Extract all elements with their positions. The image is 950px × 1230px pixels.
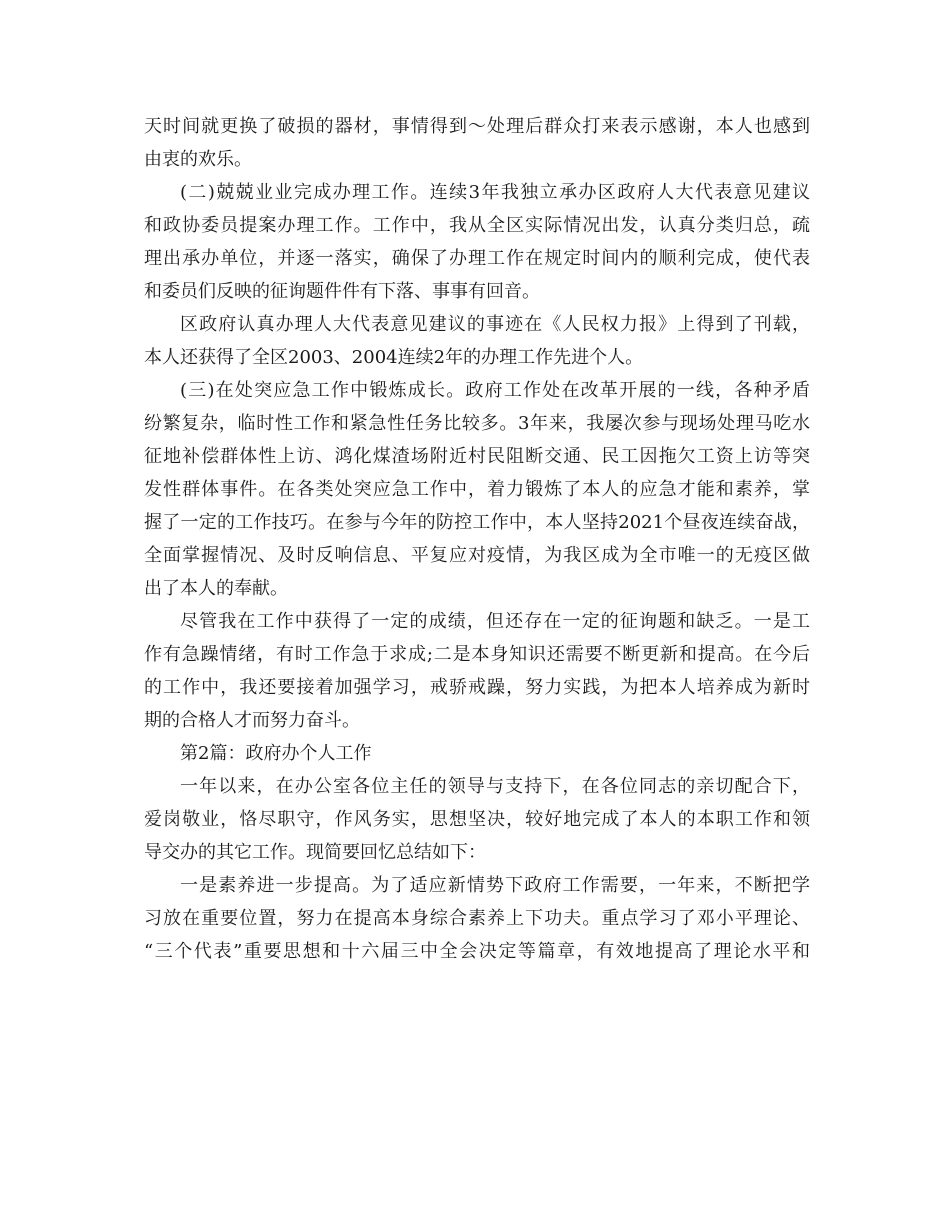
text-line: (三)在处突应急工作中锻炼成长。政府工作处在改革开展的一线，各种矛盾 <box>180 380 810 401</box>
text-line: 的工作中，我还要接着加强学习，戒骄戒躁，努力实践，为把本人培养成为新时 <box>144 677 810 698</box>
text-line: 一年以来，在办公室各位主任的领导与支持下，在各位同志的亲切配合下， <box>180 776 810 797</box>
text-line: 一是素养进一步提高。为了适应新情势下政府工作需要，一年来，不断把学 <box>180 875 810 896</box>
text-line: 习放在重要位置，努力在提高本身综合素养上下功夫。重点学习了邓小平理论、 <box>144 908 810 929</box>
text-line: 区政府认真办理人大代表意见建议的事迹在《人民权力报》上得到了刊载， <box>180 314 810 335</box>
text-line: “三个代表”重要思想和十六届三中全会决定等篇章，有效地提高了理论水平和 <box>144 941 810 962</box>
text-line: 握了一定的工作技巧。在参与今年的防控工作中，本人坚持2021个昼夜连续奋战， <box>144 512 810 533</box>
text-line: 第2篇：政府办个人工作 <box>180 743 372 764</box>
text-line: (二)兢兢业业完成办理工作。连续3年我独立承办区政府人大代表意见建议 <box>180 182 810 203</box>
text-line: 全面掌握情况、及时反响信息、平复应对疫情，为我区成为全市唯一的无疫区做 <box>144 545 810 566</box>
document-body <box>144 110 810 968</box>
text-line: 作有急躁情绪，有时工作急于求成;二是本身知识还需要不断更新和提高。在今后 <box>144 644 810 665</box>
text-line: 征地补偿群体性上访、鸿化煤渣场附近村民阻断交通、民工因拖欠工资上访等突 <box>144 446 810 467</box>
text-line: 纷繁复杂，临时性工作和紧急性任务比较多。3年来，我屡次参与现场处理马吃水 <box>144 413 810 434</box>
text-line: 和委员们反映的征询题件件有下落、事事有回音。 <box>144 281 540 302</box>
text-line: 天时间就更换了破损的器材，事情得到～处理后群众打来表示感谢，本人也感到 <box>144 116 810 137</box>
text-line: 由衷的欢乐。 <box>144 149 252 170</box>
text-line: 发性群体事件。在各类处突应急工作中，着力锻炼了本人的应急才能和素养，掌 <box>144 479 810 500</box>
text-line: 期的合格人才而努力奋斗。 <box>144 710 360 731</box>
text-line: 和政协委员提案办理工作。工作中，我从全区实际情况出发，认真分类归总，疏 <box>144 215 810 236</box>
text-line: 理出承办单位，并逐一落实，确保了办理工作在规定时间内的顺利完成，使代表 <box>144 248 810 269</box>
text-line: 出了本人的奉献。 <box>144 578 288 599</box>
text-line: 爱岗敬业，恪尽职守，作风务实，思想坚决，较好地完成了本人的本职工作和领 <box>144 809 810 830</box>
text-line: 尽管我在工作中获得了一定的成绩，但还存在一定的征询题和缺乏。一是工 <box>180 611 810 632</box>
text-line: 导交办的其它工作。现简要回忆总结如下： <box>144 842 486 863</box>
text-line: 本人还获得了全区2003、2004连续2年的办理工作先进个人。 <box>144 347 644 368</box>
